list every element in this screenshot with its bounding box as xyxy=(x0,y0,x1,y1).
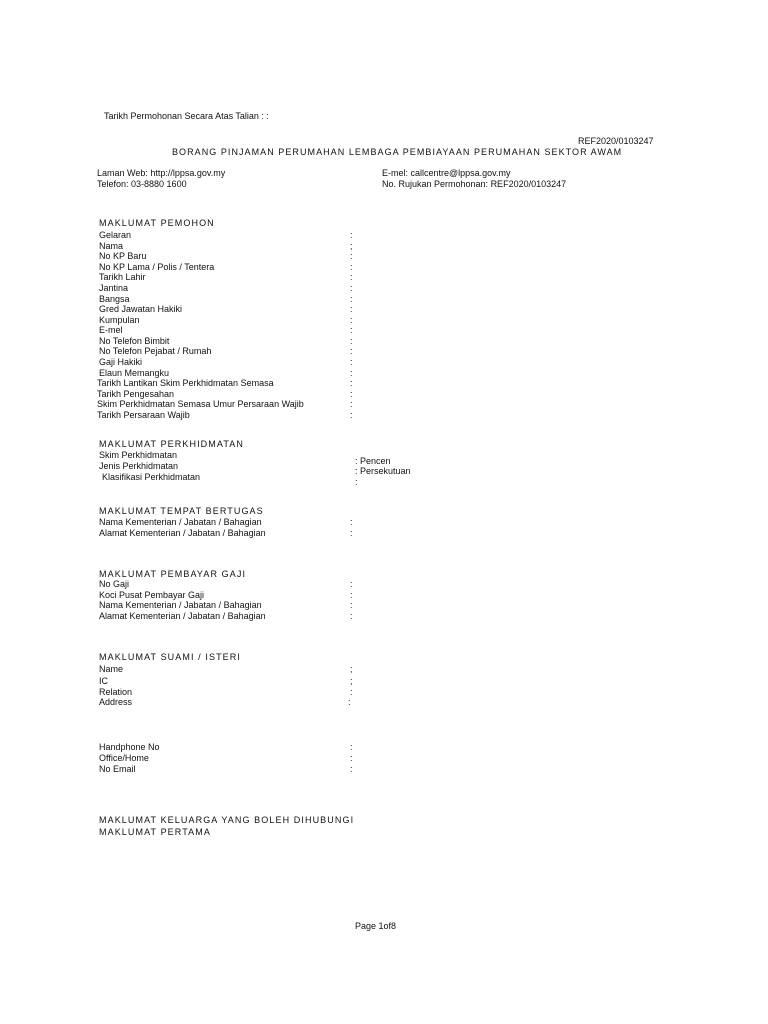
field-colon: : xyxy=(350,399,353,409)
field-row xyxy=(0,676,768,686)
field-row xyxy=(0,579,768,589)
field-row xyxy=(0,697,768,707)
field-colon: : xyxy=(348,697,351,707)
field-row xyxy=(0,315,768,325)
phone-line: Telefon: 03-8880 1600 xyxy=(97,179,187,189)
field-label: Skim Perkhidmatan xyxy=(99,450,178,460)
field-label: Nama Kementerian / Jabatan / Bahagian xyxy=(99,600,262,610)
field-colon: : xyxy=(350,336,353,346)
section-heading-workplace: MAKLUMAT TEMPAT BERTUGAS xyxy=(99,506,264,516)
service-classification-value: : xyxy=(355,477,358,487)
section-heading-applicant: MAKLUMAT PEMOHON xyxy=(99,218,215,228)
field-row xyxy=(0,241,768,251)
field-colon: : xyxy=(350,283,353,293)
field-row xyxy=(0,600,768,610)
field-label: Gaji Hakiki xyxy=(99,357,143,367)
application-date-line: Tarikh Permohonan Secara Atas Talian : : xyxy=(104,111,269,121)
field-label: No Telefon Bimbit xyxy=(99,336,170,346)
field-row xyxy=(0,262,768,272)
field-colon: : xyxy=(350,230,353,240)
field-label: Nama Kementerian / Jabatan / Bahagian xyxy=(99,517,262,527)
field-colon: : xyxy=(350,687,353,697)
field-row xyxy=(0,368,768,378)
field-label: Tarikh Pengesahan xyxy=(97,389,175,399)
field-row xyxy=(0,410,768,420)
field-row xyxy=(0,687,768,697)
field-colon: : xyxy=(350,315,353,325)
field-row xyxy=(0,357,768,367)
service-type-value: : Persekutuan xyxy=(355,466,411,476)
field-row xyxy=(0,389,768,399)
section-heading-service: MAKLUMAT PERKHIDMATAN xyxy=(99,439,244,449)
field-colon: : xyxy=(350,600,353,610)
field-colon: ; xyxy=(350,241,353,251)
field-colon: : xyxy=(350,410,353,420)
field-colon: : xyxy=(350,389,353,399)
field-label: Handphone No xyxy=(99,742,160,752)
field-label: No Email xyxy=(99,764,136,774)
email-line: E-mel: callcentre@lppsa.gov.my xyxy=(382,168,511,178)
field-row xyxy=(0,590,768,600)
field-colon: : xyxy=(350,346,353,356)
field-row xyxy=(0,283,768,293)
field-colon: : xyxy=(350,294,353,304)
service-scheme-value: : Pencen xyxy=(355,456,391,466)
field-label: Nama xyxy=(99,241,124,251)
field-colon: : xyxy=(350,378,353,388)
field-row xyxy=(0,378,768,388)
field-label: Jantina xyxy=(99,283,129,293)
field-colon: : xyxy=(350,368,353,378)
field-colon: : xyxy=(350,611,353,621)
field-row xyxy=(0,346,768,356)
field-label: Alamat Kementerian / Jabatan / Bahagian xyxy=(99,611,266,621)
field-label: Gred Jawatan Hakiki xyxy=(99,304,183,314)
field-colon: : xyxy=(350,272,353,282)
field-colon: : xyxy=(350,262,353,272)
field-row xyxy=(0,251,768,261)
field-colon: : xyxy=(350,528,353,538)
page-number: Page 1of8 xyxy=(355,921,397,931)
field-label: Tarikh Lantikan Skim Perkhidmatan Semasa xyxy=(97,378,274,388)
field-colon: : xyxy=(350,753,353,763)
field-row xyxy=(0,272,768,282)
field-label: Kumpulan xyxy=(99,315,140,325)
field-label: No Gaji xyxy=(99,579,130,589)
field-row xyxy=(0,664,768,674)
field-label: Elaun Memangku xyxy=(99,368,170,378)
field-row xyxy=(0,304,768,314)
field-row xyxy=(0,528,768,538)
field-colon: : xyxy=(350,325,353,335)
field-colon: : xyxy=(350,579,353,589)
website-line: Laman Web: http://lppsa.gov.my xyxy=(97,168,226,178)
field-label: Tarikh Persaraan Wajib xyxy=(97,410,190,420)
field-row xyxy=(0,611,768,621)
field-label: Jenis Perkhidmatan xyxy=(99,461,179,471)
field-colon: : xyxy=(350,590,353,600)
section-heading-salary-payer: MAKLUMAT PEMBAYAR GAJI xyxy=(99,569,247,579)
field-label: E-mel xyxy=(99,325,123,335)
reference-number-top: REF2020/0103247 xyxy=(578,136,654,146)
field-label: Skim Perkhidmatan Semasa Umur Persaraan Wajib xyxy=(97,399,304,409)
field-colon: : xyxy=(350,304,353,314)
application-reference-line: No. Rujukan Permohonan: REF2020/0103247 xyxy=(382,179,567,189)
field-label: Name xyxy=(99,664,124,674)
subheading-first-contact: MAKLUMAT PERTAMA xyxy=(99,827,211,837)
field-label: Tarikh Lahir xyxy=(99,272,146,282)
field-row xyxy=(0,294,768,304)
field-colon: : xyxy=(350,764,353,774)
field-label: Address xyxy=(99,697,133,707)
field-colon: : xyxy=(350,357,353,367)
field-row xyxy=(0,325,768,335)
field-colon: ; xyxy=(350,676,353,686)
form-title: BORANG PINJAMAN PERUMAHAN LEMBAGA PEMBIAYAAN PERUMAHAN SEKTOR AWAM xyxy=(172,147,623,157)
field-colon: : xyxy=(350,742,353,752)
field-label: Klasifikasi Perkhidmatan xyxy=(102,472,201,482)
section-heading-family-contact: MAKLUMAT KELUARGA YANG BOLEH DIHUBUNGI xyxy=(99,815,355,825)
field-label: Alamat Kementerian / Jabatan / Bahagian xyxy=(99,528,266,538)
field-row xyxy=(0,753,768,763)
field-label: Gelaran xyxy=(99,230,132,240)
field-label: Bangsa xyxy=(99,294,130,304)
field-label: No KP Baru xyxy=(99,251,147,261)
field-colon: : xyxy=(350,251,353,261)
field-label: No KP Lama / Polis / Tentera xyxy=(99,262,215,272)
field-label: No Telefon Pejabat / Rumah xyxy=(99,346,212,356)
field-row xyxy=(0,517,768,527)
section-heading-spouse: MAKLUMAT SUAMI / ISTERI xyxy=(99,652,241,662)
field-row xyxy=(0,742,768,752)
field-label: Office/Home xyxy=(99,753,149,763)
field-colon: : xyxy=(350,517,353,527)
field-colon: ; xyxy=(350,664,353,674)
field-row xyxy=(0,336,768,346)
field-row xyxy=(0,230,768,240)
field-label: IC xyxy=(99,676,108,686)
field-label: Relation xyxy=(99,687,133,697)
field-row xyxy=(0,764,768,774)
field-row xyxy=(0,399,768,409)
field-label: Koci Pusat Pembayar Gaji xyxy=(99,590,205,600)
